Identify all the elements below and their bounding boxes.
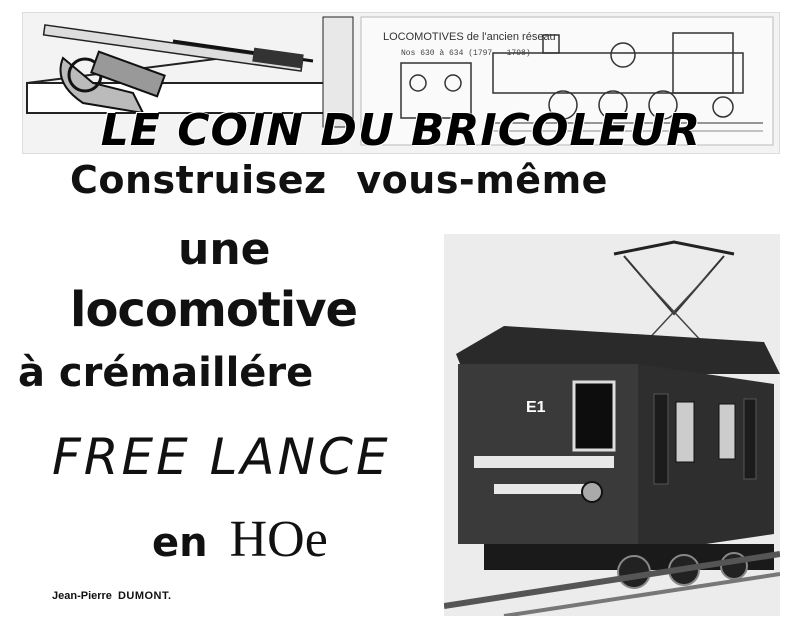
number-plate: E1 (526, 399, 546, 416)
drawing-caption: LOCOMOTIVES de l'ancien réseau (383, 31, 556, 43)
headline-line-4: à crémaillére (18, 350, 314, 396)
header-banner (22, 12, 780, 154)
locomotive-illustration (444, 234, 780, 616)
scale-line (152, 510, 328, 569)
section-title: LE COIN DU BRICOLEUR (100, 105, 702, 154)
headline-line-1: Construisez vous-même (70, 158, 608, 202)
locomotive-photo (444, 234, 780, 616)
free-lance-title: FREE LANCE (52, 428, 391, 486)
author-last-name: DUMONT. (117, 590, 172, 602)
author-first-name: Jean-Pierre (52, 590, 112, 602)
headline-line-3: locomotive (70, 282, 358, 338)
headline-line-2: une (178, 224, 271, 275)
scale-prefix: en (152, 520, 208, 566)
scale-name: HOe (229, 511, 328, 568)
author-byline (52, 590, 172, 602)
drawing-subcaption: Nos 630 à 634 (1797 - 1798) (401, 49, 531, 58)
